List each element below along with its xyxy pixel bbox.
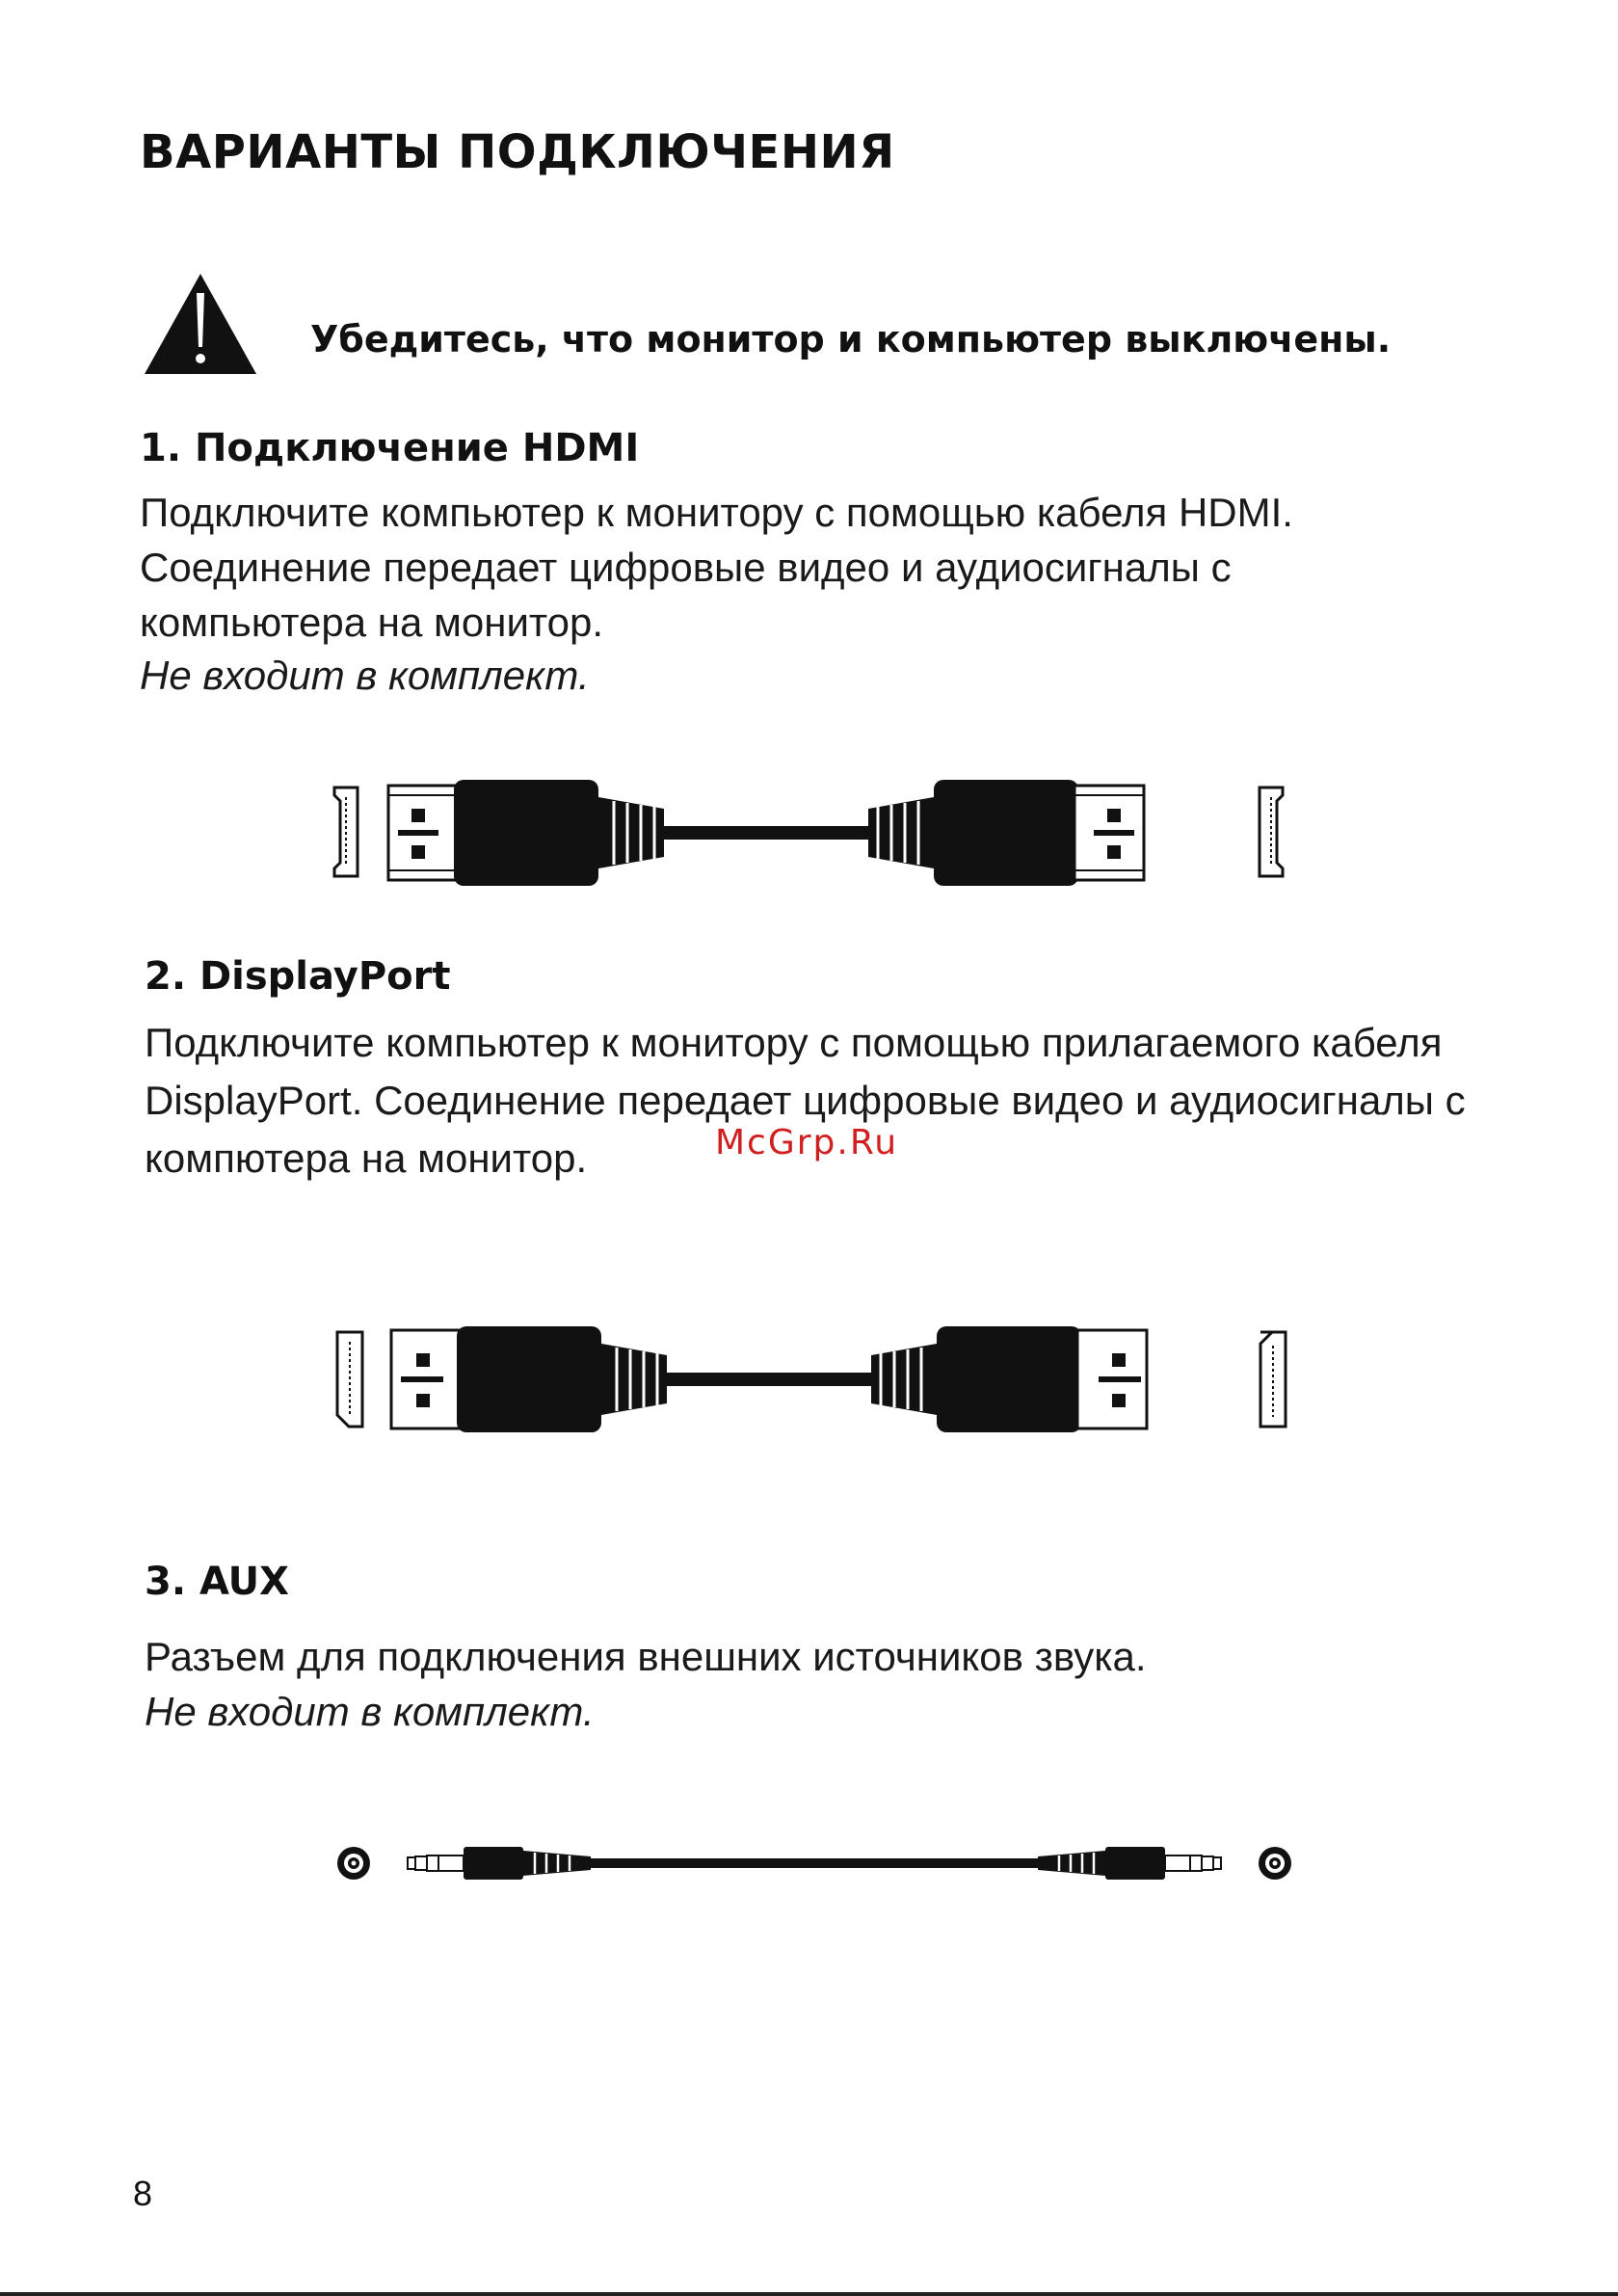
section-text-aux: [145, 1629, 1147, 1684]
page-title: ВАРИАНТЫ ПОДКЛЮЧЕНИЯ: [140, 125, 895, 179]
text-line: Подключите компьютер к монитору с помощью прилагаемого кабеля: [145, 1020, 1443, 1065]
section-heading-displayport: 2. DisplayPort: [145, 954, 451, 999]
text-line: DisplayPort. Соединение передает цифровые видео и аудиосигналы с: [145, 1078, 1466, 1123]
text-line: Разъем для подключения внешних источников звука.: [145, 1634, 1147, 1679]
section-heading-aux: 3. AUX: [145, 1560, 289, 1604]
hdmi-cable-icon: [332, 776, 1286, 890]
aux-cable-icon: [332, 1839, 1296, 1887]
note-hdmi: Не входит в комплект.: [140, 653, 590, 698]
watermark: McGrp.Ru: [715, 1123, 899, 1162]
text-line: компьютера на монитор.: [140, 600, 604, 645]
bottom-rule: [0, 2292, 1618, 2296]
page-number: 8: [133, 2174, 153, 2213]
text-line: компютера на монитор.: [145, 1135, 588, 1181]
section-text-hdmi: [140, 485, 1293, 650]
section-heading-hdmi: 1. Подключение HDMI: [140, 426, 640, 470]
displayport-cable-icon: [335, 1322, 1289, 1436]
text-line: Подключите компьютер к монитору с помощью кабеля HDMI.: [140, 490, 1293, 535]
note-aux: Не входит в комплект.: [145, 1689, 595, 1734]
warning-text: Убедитесь, что монитор и компьютер выключены.: [310, 318, 1392, 360]
warning-triangle-icon: [143, 272, 258, 376]
text-line: Соединение передает цифровые видео и аудиосигналы с: [140, 545, 1232, 590]
